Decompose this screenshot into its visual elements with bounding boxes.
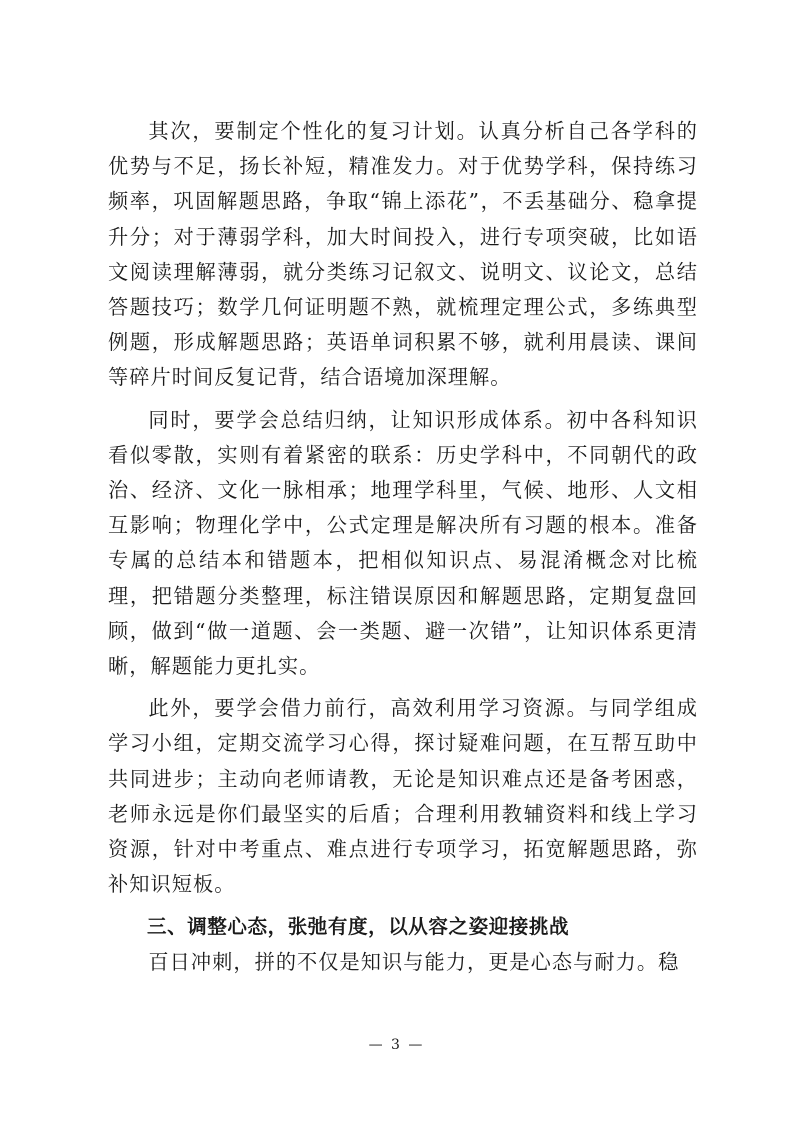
paragraph-study-plan: 其次，要制定个性化的复习计划。认真分析自己各学科的优势与不足，扬长补短，精准发力。对于优势学科，保持练习频率，巩固解题思路，争取“锦上添花”，不丢基础分、稳拿提升分；对于薄弱学科，加大时间投入，进行专项突破，比如语文阅读理解薄弱，就分类练习记叙文、说明文、议论文，总结答题技巧；数学几何证明题不熟，就梳理定理公式，多练典型例题，形成解题思路；英语单词积累不够，就利用晨读、课间等碎片时间反复记背，结合语境加深理解。 <box>108 119 698 390</box>
paragraph-summarize: 同时，要学会总结归纳，让知识形成体系。初中各科知识看似零散，实则有着紧密的联系：历史学科中，不同朝代的政治、经济、文化一脉相承；地理学科里，气候、地形、人文相互影响；物理化学中，公式定理是解决所有习题的根本。准备专属的总结本和错题本，把相似知识点、易混淆概念对比梳理，把错题分类整理，标注错误原因和解题思路，定期复盘回顾，做到“做一道题、会一类题、避一次错”，让知识体系更清晰，解题能力更扎实。 <box>108 407 698 679</box>
section-heading: 三、调整心态，张弛有度，以从容之姿迎接挑战 <box>147 915 570 939</box>
paragraph-mindset: 百日冲刺，拼的不仅是知识与能力，更是心态与耐力。稳 <box>148 949 680 974</box>
document-body <box>108 114 698 980</box>
page-number: — 3 — <box>368 1037 425 1053</box>
paragraph-resources: 此外，要学会借力前行，高效利用学习资源。与同学组成学习小组，定期交流学习心得，探讨疑难问题，在互帮互助中共同进步；主动向老师请教，无论是知识难点还是备考困惑，老师永远是你们最坚实的后盾；合理利用教辅资料和线上学习资源，针对中考重点、难点进行专项学习，拓宽解题思路，弥补知识短板。 <box>108 696 698 897</box>
